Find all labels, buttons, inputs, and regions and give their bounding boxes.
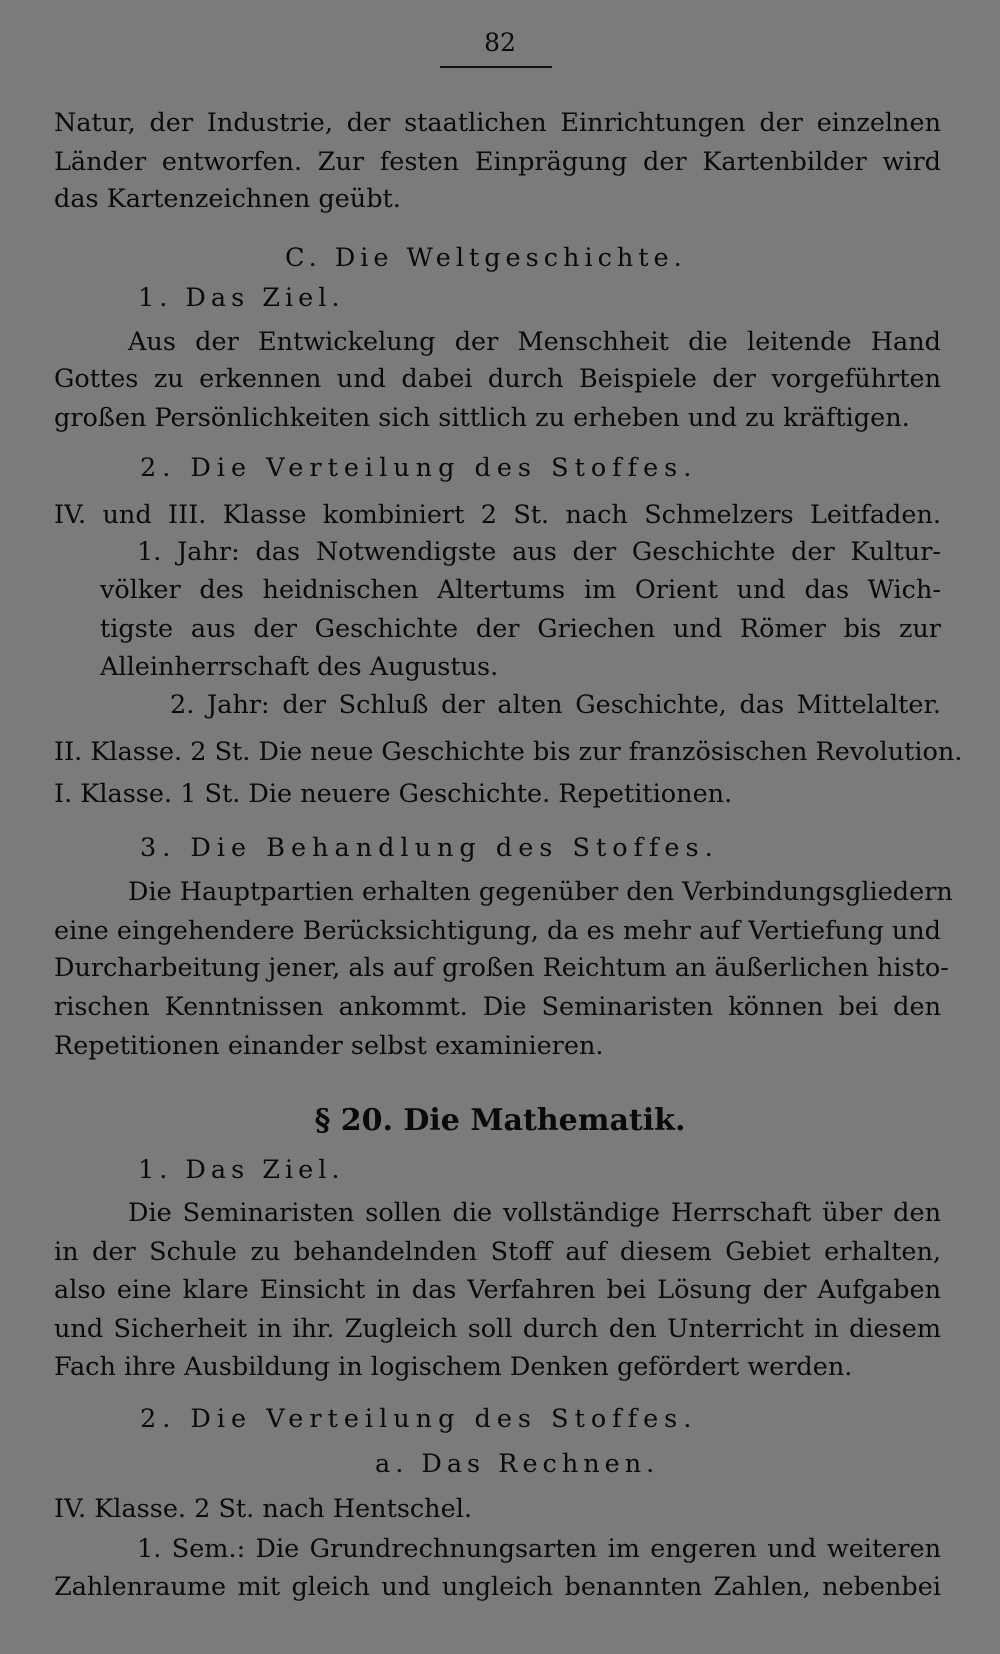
- text-line: IV. und III. Klasse kombiniert 2 St. nach Schmelzers Leitfaden.: [54, 500, 941, 530]
- text-line: großen Persönlichkeiten sich sittlich zu erheben und zu kräftigen.: [54, 403, 910, 433]
- text-line: und Sicherheit in ihr. Zugleich soll durch den Unterricht in diesem: [54, 1314, 941, 1344]
- numbered-heading: 1. Das Ziel.: [138, 1155, 345, 1185]
- text-line: tigste aus der Geschichte der Griechen und Römer bis zur: [100, 614, 941, 644]
- text-line: II. Klasse. 2 St. Die neue Geschichte bis zur französischen Revolution.: [54, 737, 963, 767]
- text-line: rischen Kenntnissen ankommt. Die Seminaristen können bei den: [54, 992, 941, 1022]
- text-line: I. Klasse. 1 St. Die neuere Geschichte. Repetitionen.: [54, 779, 733, 809]
- numbered-heading: 3. Die Behandlung des Stoffes.: [140, 833, 719, 863]
- text-line: Länder entworfen. Zur festen Einprägung der Kartenbilder wird: [54, 147, 941, 177]
- text-line: Gottes zu erkennen und dabei durch Beispiele der vorgeführten: [54, 364, 941, 394]
- text-line: Natur, der Industrie, der staatlichen Einrichtungen der einzelnen: [54, 108, 941, 138]
- text-line: Zahlenraume mit gleich und ungleich benannten Zahlen, nebenbei: [54, 1572, 941, 1602]
- page-number: 82: [484, 28, 516, 57]
- text-line: Durcharbeitung jener, als auf großen Reichtum an äußerlichen histo-: [54, 953, 949, 983]
- text-line: 1. Jahr: das Notwendigste aus der Geschichte der Kultur-: [137, 537, 941, 567]
- text-line: in der Schule zu behandelnden Stoff auf diesem Gebiet erhalten,: [54, 1237, 941, 1267]
- section-heading: § 20. Die Mathematik.: [314, 1103, 686, 1138]
- text-line: eine eingehendere Berücksichtigung, da es mehr auf Vertiefung und: [54, 916, 941, 946]
- text-line: Fach ihre Ausbildung in logischem Denken gefördert werden.: [54, 1352, 853, 1382]
- text-line: völker des heidnischen Altertums im Orient und das Wich-: [100, 575, 941, 605]
- text-line: IV. Klasse. 2 St. nach Hentschel.: [54, 1494, 472, 1524]
- text-line: Die Hauptpartien erhalten gegenüber den Verbindungsgliedern: [128, 877, 953, 907]
- text-line: 1. Sem.: Die Grundrechnungsarten im engeren und weiteren: [137, 1534, 941, 1564]
- page-number-rule: [440, 66, 552, 68]
- subsection-heading: C. Die Weltgeschichte.: [285, 243, 687, 273]
- text-line: 2. Jahr: der Schluß der alten Geschichte, das Mittelalter.: [170, 690, 941, 720]
- numbered-heading: 2. Die Verteilung des Stoffes.: [140, 1404, 698, 1434]
- text-line: Alleinherrschaft des Augustus.: [100, 652, 499, 682]
- text-line: das Kartenzeichnen geübt.: [54, 184, 401, 214]
- text-line: also eine klare Einsicht in das Verfahren bei Lösung der Aufgaben: [54, 1275, 941, 1305]
- text-line: Repetitionen einander selbst examinieren.: [54, 1031, 604, 1061]
- text-line: Die Seminaristen sollen die vollständige Herrschaft über den: [128, 1198, 941, 1228]
- text-line: Aus der Entwickelung der Menschheit die leitende Hand: [128, 327, 941, 357]
- numbered-heading: 2. Die Verteilung des Stoffes.: [140, 453, 698, 483]
- subsection-heading: a. Das Rechnen.: [375, 1449, 660, 1479]
- numbered-heading: 1. Das Ziel.: [138, 283, 345, 313]
